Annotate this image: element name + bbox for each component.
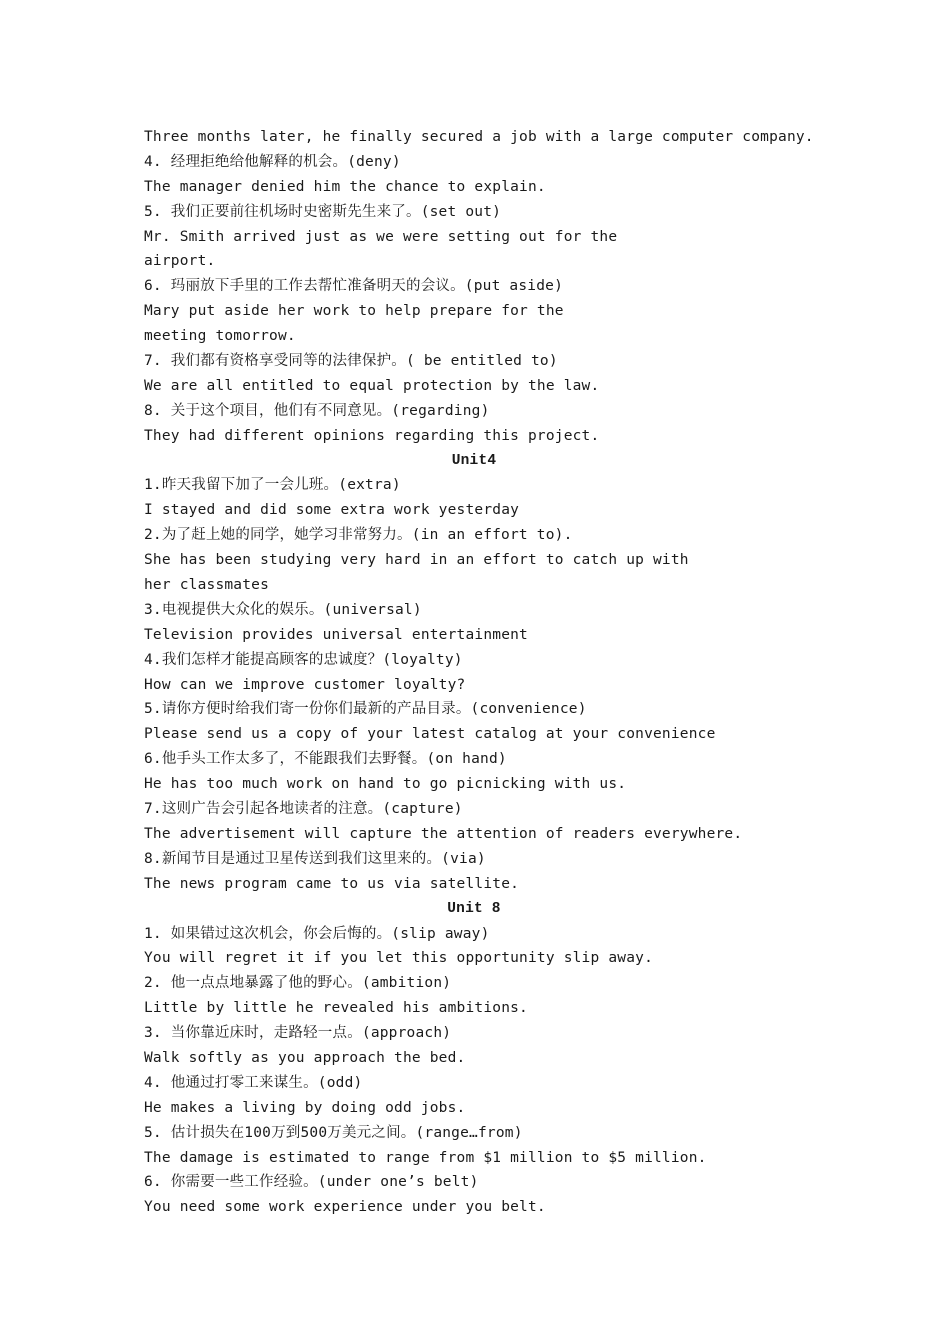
text-line: Mr. Smith arrived just as we were setting out for the bbox=[144, 228, 618, 245]
text-line: 7. 我们都有资格享受同等的法律保护。( be entitled to) bbox=[144, 353, 558, 370]
text-line: The advertisement will capture the attention of readers everywhere. bbox=[144, 825, 743, 842]
text-line: I stayed and did some extra work yesterday bbox=[144, 502, 520, 519]
text-line: Television provides universal entertainment bbox=[144, 626, 528, 643]
document-body bbox=[144, 125, 814, 1220]
text-line: 1. 如果错过这次机会，你会后悔的。(slip away) bbox=[144, 925, 490, 942]
text-line: She has been studying very hard in an effort to catch up with bbox=[144, 552, 689, 569]
text-line: meeting tomorrow. bbox=[144, 328, 296, 345]
text-line: 7.这则广告会引起各地读者的注意。(capture) bbox=[144, 801, 463, 818]
text-line: Mary put aside her work to help prepare for the bbox=[144, 303, 564, 320]
text-line: 3. 当你靠近床时，走路轻一点。(approach) bbox=[144, 1025, 452, 1042]
text-line: We are all entitled to equal protection by the law. bbox=[144, 377, 600, 394]
text-line: You will regret it if you let this opportunity slip away. bbox=[144, 950, 653, 967]
text-line: 6. 玛丽放下手里的工作去帮忙准备明天的会议。(put aside) bbox=[144, 278, 564, 295]
text-line: Walk softly as you approach the bed. bbox=[144, 1049, 466, 1066]
text-line: 8.新闻节目是通过卫星传送到我们这里来的。(via) bbox=[144, 850, 486, 867]
text-line: 4. 他通过打零工来谋生。(odd) bbox=[144, 1074, 363, 1091]
unit-heading: Unit4 bbox=[451, 452, 497, 469]
text-line: 5. 我们正要前往机场时史密斯先生来了。(set out) bbox=[144, 203, 502, 220]
text-line: her classmates bbox=[144, 577, 270, 594]
text-line: They had different opinions regarding this project. bbox=[144, 427, 600, 444]
text-line: The manager denied him the chance to explain. bbox=[144, 178, 546, 195]
text-line: 4. 经理拒绝给他解释的机会。(deny) bbox=[144, 153, 401, 170]
text-line: 8. 关于这个项目，他们有不同意见。(regarding) bbox=[144, 402, 490, 419]
text-line: Little by little he revealed his ambitions. bbox=[144, 1000, 528, 1017]
text-line: 4.我们怎样才能提高顾客的忠诚度？(loyalty) bbox=[144, 651, 463, 668]
text-line: 6.他手头工作太多了，不能跟我们去野餐。(on hand) bbox=[144, 751, 507, 768]
text-line: The news program came to us via satellite. bbox=[144, 875, 520, 892]
text-line: Three months later, he finally secured a job with a large computer company. bbox=[144, 129, 814, 145]
text-line: 1.昨天我留下加了一会儿班。(extra) bbox=[144, 477, 401, 494]
text-line: He has too much work on hand to go picnicking with us. bbox=[144, 776, 627, 793]
text-line: 3.电视提供大众化的娱乐。(universal) bbox=[144, 601, 422, 618]
text-line: 2. 他一点点地暴露了他的野心。(ambition) bbox=[144, 975, 452, 992]
text-line: 2.为了赶上她的同学，她学习非常努力。(in an effort to). bbox=[144, 527, 573, 544]
text-line: The damage is estimated to range from $1 million to $5 million. bbox=[144, 1149, 707, 1166]
text-line: Please send us a copy of your latest catalog at your convenience bbox=[144, 726, 716, 743]
text-line: airport. bbox=[144, 253, 216, 270]
text-line: 5.请你方便时给我们寄一份你们最新的产品目录。(convenience) bbox=[144, 701, 587, 718]
text-line: 5. 估计损失在100万到500万美元之间。(range…from) bbox=[144, 1124, 523, 1141]
text-line: You need some work experience under you belt. bbox=[144, 1199, 546, 1216]
text-line: 6. 你需要一些工作经验。(under one’s belt) bbox=[144, 1174, 479, 1191]
text-line: He makes a living by doing odd jobs. bbox=[144, 1099, 466, 1116]
unit-heading: Unit 8 bbox=[447, 900, 501, 917]
text-line: How can we improve customer loyalty? bbox=[144, 676, 466, 693]
